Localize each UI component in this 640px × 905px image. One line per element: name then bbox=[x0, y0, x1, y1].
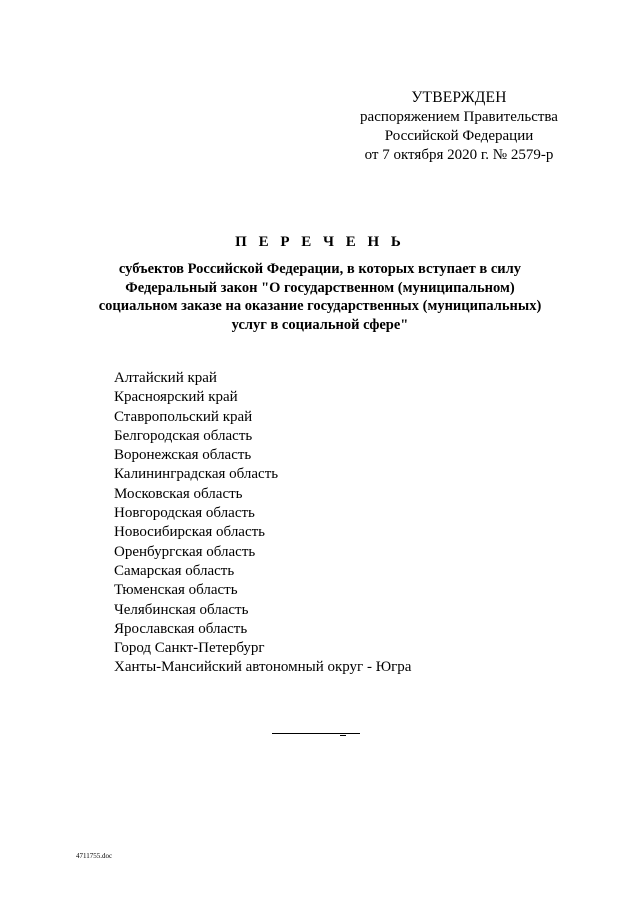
approval-line-3: от 7 октября 2020 г. № 2579-р bbox=[364, 147, 554, 163]
list-item: Калининградская область bbox=[114, 466, 279, 483]
end-divider bbox=[272, 733, 360, 734]
list-item: Воронежская область bbox=[114, 447, 252, 464]
list-item: Самарская область bbox=[114, 562, 235, 579]
list-item: Ханты-Мансийский автономный округ - Югра bbox=[114, 659, 412, 676]
subtitle-line: услуг в социальной сфере" bbox=[231, 316, 409, 333]
list-item: Челябинская область bbox=[114, 601, 249, 618]
document-subtitle bbox=[60, 260, 580, 334]
list-item: Тюменская область bbox=[114, 582, 238, 599]
approval-line-2: Российской Федерации bbox=[384, 128, 534, 144]
list-item: Московская область bbox=[114, 485, 243, 502]
approval-line-1: распоряжением Правительства bbox=[360, 109, 558, 125]
approval-stamp bbox=[330, 88, 588, 165]
list-item: Новосибирская область bbox=[114, 524, 266, 541]
subtitle-line: субъектов Российской Федерации, в которых вступает в силу bbox=[118, 261, 522, 277]
document-title-block bbox=[60, 234, 580, 334]
subtitle-line: Федеральный закон "О государственном (муниципальном) bbox=[125, 279, 515, 296]
list-item: Город Санкт-Петербург bbox=[114, 640, 265, 657]
list-item: Ярославская область bbox=[114, 620, 248, 637]
approval-title: УТВЕРЖДЕН bbox=[411, 89, 507, 106]
list-item: Алтайский край bbox=[114, 370, 217, 386]
subtitle-line: социальном заказе на оказание государственных (муниципальных) bbox=[98, 298, 542, 314]
file-reference: 4711755.doc bbox=[76, 852, 113, 860]
list-item: Оренбургская область bbox=[114, 543, 256, 560]
list-item: Красноярский край bbox=[114, 389, 238, 406]
end-divider-tick bbox=[340, 735, 346, 736]
document-heading: П Е Р Е Ч Е Н Ь bbox=[235, 234, 405, 250]
list-item: Ставропольский край bbox=[114, 408, 253, 425]
list-item: Белгородская область bbox=[114, 427, 253, 444]
regions-list bbox=[114, 369, 534, 678]
list-item: Новгородская область bbox=[114, 505, 255, 522]
